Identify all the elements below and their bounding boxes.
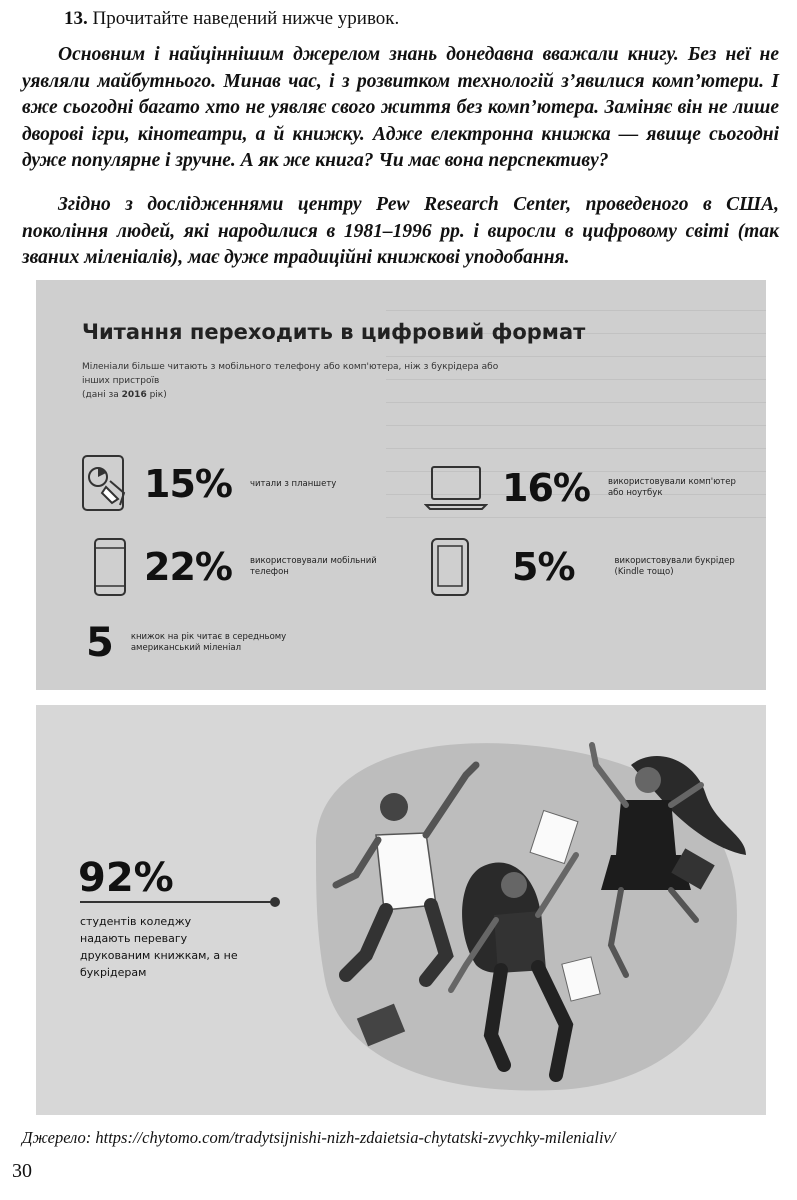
stat-ereader-text: використовували букрідер (Kindle тощо) [614, 556, 735, 577]
infographic-subtitle: Міленіали більше читають з мобільного телефону або комп'ютера, ніж з букрідера або інших пристроїв (дані за 2016 рік) [82, 362, 499, 400]
stat-tablet-value: 15% [144, 462, 232, 506]
smartphone-icon [90, 535, 130, 599]
stat-tablet-text: читали з планшету [249, 478, 337, 489]
printed-books-text: студентів коледжу надають перевагу друкованим книжкам, а не букрідерам [80, 915, 238, 979]
stat-tablet [80, 452, 380, 516]
ereader-icon [428, 535, 472, 599]
task-instruction: Прочитайте наведений нижче уривок. [92, 8, 400, 29]
stat-ereader [428, 535, 745, 599]
paragraph-intro: Основним і найціннішим джерелом знань донедавна вважали книгу. Без неї не уявляли майбутнього. Минав час, і з розвитком технологій з’явилися комп’ютери. І вже сьогодні багато хто не уявляє свого життя без комп’ютера. Заміняє він не лише дворові ігри, кінотеатри, а й книжку. Адже електронна книжка — явище сьогодні дуже популярне і зручне. А як же книга? Чи має вона перспективу? [22, 44, 779, 171]
paragraph-research: Згідно з дослідженнями центру Pew Research Center, проведеного в США, покоління людей, які народилися в 1981–1996 рр. і виросли в цифровому світі (так званих міленіалів), має дуже традиційні книжкові уподобання. [22, 194, 779, 268]
stat-laptop [424, 456, 738, 520]
stat-books-value: 5 [86, 620, 113, 666]
stat-books-per-year [86, 620, 351, 666]
task-number: 13. [64, 8, 88, 29]
callout-line [80, 901, 272, 903]
page-number: 30 [12, 1160, 32, 1182]
stat-ereader-value: 5% [512, 545, 575, 589]
stat-books-text: книжок на рік читає в середньому американський міленіал [130, 632, 287, 653]
stat-phone-text: використовували мобільний телефон [249, 556, 377, 577]
stat-phone [90, 535, 380, 599]
task-heading [64, 8, 399, 30]
illustration-printed-books [36, 705, 766, 1115]
callout-dot [270, 897, 280, 907]
laptop-icon [424, 456, 488, 520]
tablet-chart-icon [80, 452, 130, 516]
stat-phone-value: 22% [144, 545, 232, 589]
jumping-people-illustration [276, 705, 766, 1115]
infographic-digital-reading [36, 280, 766, 690]
infographic-title: Читання переходить в цифровий формат [82, 320, 586, 344]
stat-laptop-value: 16% [502, 466, 590, 510]
stat-laptop-text: використовували комп'ютер або ноутбук [607, 477, 736, 498]
printed-books-percent: 92% [78, 855, 174, 901]
source-citation: Джерело: https://chytomo.com/tradytsijnishi-nizh-zdaietsia-chytatski-zvychky-milenialiv/ [22, 1128, 616, 1147]
